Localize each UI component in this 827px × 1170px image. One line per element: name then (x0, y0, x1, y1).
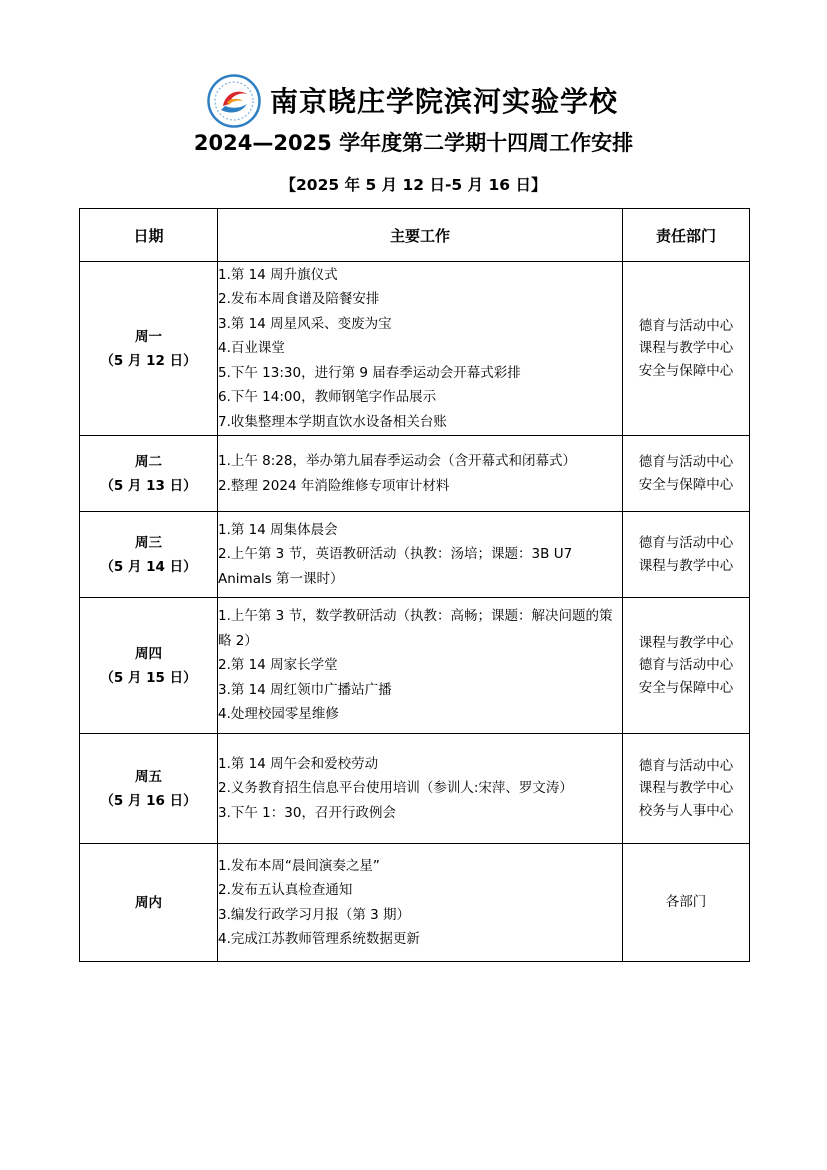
task-item: 3.第 14 周星风采、变废为宝 (218, 315, 392, 332)
department: 课程与教学中心 (638, 634, 734, 651)
day-label: 周二 (135, 453, 162, 470)
schedule-table (79, 208, 750, 962)
departments-cell (623, 512, 750, 598)
day-date: （5 月 14 日） (100, 558, 197, 575)
departments-cell (623, 844, 750, 962)
page-title: 2024—2025 学年度第二学期十四周工作安排 (193, 131, 634, 155)
departments-cell (623, 734, 750, 844)
task-item: 2.整理 2024 年消险维修专项审计材料 (218, 477, 450, 494)
day-cell (80, 598, 218, 734)
task-item: 1.上午 8:28，举办第九届春季运动会（含开幕式和闭幕式） (218, 453, 576, 469)
department: 德育与活动中心 (638, 317, 734, 334)
task-item: 7.收集整理本学期直饮水设备相关台账 (218, 413, 447, 430)
day-label: 周四 (135, 645, 162, 662)
task-item: 6.下午 14:00，教师钢笔字作品展示 (218, 389, 437, 406)
day-date: （5 月 13 日） (100, 477, 197, 494)
department: 德育与活动中心 (638, 757, 734, 774)
department: 德育与活动中心 (638, 535, 734, 551)
task-item: 3.编发行政学习月报（第 3 期） (218, 906, 411, 923)
school-name: 南京晓庄学院滨河实验学校 (270, 85, 619, 118)
department: 安全与保障中心 (638, 679, 734, 696)
departments-cell (623, 262, 750, 436)
day-label: 周三 (135, 534, 162, 551)
department: 课程与教学中心 (638, 780, 734, 797)
departments-cell (623, 436, 750, 512)
department: 课程与教学中心 (638, 557, 734, 574)
department: 德育与活动中心 (638, 657, 734, 674)
task-item: 4.处理校园零星维修 (218, 706, 339, 723)
task-item: 1.第 14 周午会和爱校劳动 (218, 755, 379, 772)
day-cell (80, 844, 218, 962)
task-item: 3.下午 1：30，召开行政例会 (218, 804, 396, 821)
table-row-friday (80, 734, 750, 844)
table-row-week (80, 844, 750, 962)
task-item: 4.百业课堂 (218, 340, 285, 357)
day-cell (80, 262, 218, 436)
tasks-cell (218, 262, 623, 436)
document-header (0, 72, 827, 132)
task-item: 2.发布本周食谱及陪餐安排 (218, 291, 380, 308)
department: 课程与教学中心 (638, 340, 734, 357)
day-date: （5 月 16 日） (100, 792, 197, 809)
day-cell (80, 734, 218, 844)
task-item: 1.第 14 周集体晨会 (218, 521, 338, 538)
column-header-tasks: 主要工作 (218, 209, 623, 262)
day-cell (80, 436, 218, 512)
column-header-date: 日期 (80, 209, 218, 262)
tasks-cell (218, 598, 623, 734)
tasks-cell (218, 844, 623, 962)
task-item: 2.上午第 3 节，英语教研活动（执教：汤培；课题：3B U7 Animals 第一课时） (218, 546, 573, 587)
task-item: 2.第 14 周家长学堂 (218, 657, 338, 674)
column-header-departments: 责任部门 (623, 209, 750, 262)
task-item: 5.下午 13:30，进行第 9 届春季运动会开幕式彩排 (218, 364, 521, 381)
department: 安全与保障中心 (638, 476, 734, 493)
table-row-tuesday (80, 436, 750, 512)
department: 各部门 (665, 894, 707, 911)
task-item: 1.上午第 3 节，数学教研活动（执教：高畅；课题：解决问题的策略 2） (218, 608, 613, 649)
departments-cell (623, 598, 750, 734)
department: 德育与活动中心 (638, 454, 734, 470)
task-item: 2.义务教育招生信息平台使用培训（参训人:宋萍、罗文涛） (218, 780, 573, 797)
day-label: 周五 (135, 768, 162, 785)
department: 安全与保障中心 (638, 362, 734, 379)
day-label: 周内 (135, 894, 162, 911)
table-row-thursday (80, 598, 750, 734)
task-item: 1.发布本周“晨间演奏之星” (218, 857, 380, 874)
table-header-row (80, 209, 750, 262)
table-row-wednesday (80, 512, 750, 598)
tasks-cell (218, 436, 623, 512)
department: 校务与人事中心 (638, 802, 734, 819)
task-item: 1.第 14 周升旗仪式 (218, 266, 338, 283)
day-label: 周一 (135, 328, 162, 345)
table-row-monday (80, 262, 750, 436)
day-date: （5 月 12 日） (100, 352, 197, 369)
day-cell (80, 512, 218, 598)
task-item: 3.第 14 周红领巾广播站广播 (218, 681, 392, 698)
school-logo-icon (207, 74, 261, 128)
task-item: 2.发布五认真检查通知 (218, 882, 353, 898)
date-range: 【2025 年 5 月 12 日-5 月 16 日】 (280, 176, 547, 194)
task-item: 4.完成江苏教师管理系统数据更新 (218, 931, 420, 947)
day-date: （5 月 15 日） (100, 669, 197, 686)
tasks-cell (218, 512, 623, 598)
tasks-cell (218, 734, 623, 844)
